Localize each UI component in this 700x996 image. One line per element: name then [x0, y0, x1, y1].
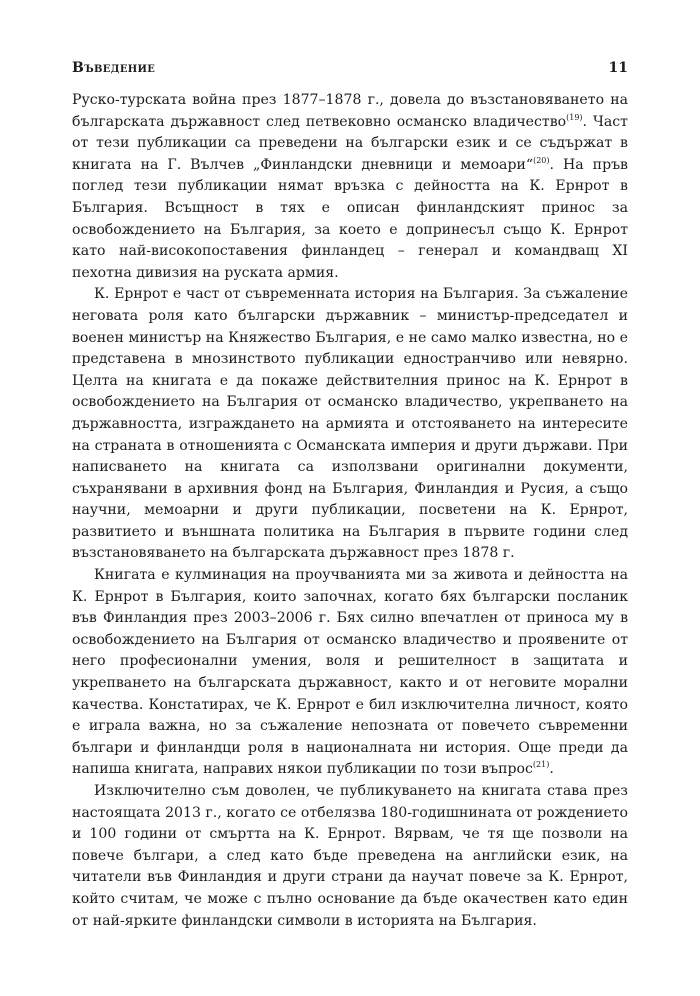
running-header [72, 60, 628, 90]
page-number: 11 [608, 60, 628, 76]
text-run: . Част от тези публикации са преведени на български език и се съдържат в книгата на Г. Вълчев „Финландски дневници и мемоари“ [72, 113, 628, 173]
paragraph [72, 284, 628, 565]
paragraph [72, 781, 628, 932]
text-run: Руско-турската война през 1877–1878 г., довела до възстановяването на българската държавност след петвековно османско владичество [72, 92, 628, 130]
text-run: . [549, 761, 554, 778]
body-text [72, 90, 628, 932]
section-title: Въведение [72, 60, 156, 76]
text-run: Книгата е кулминация на проучванията ми за живота и дейността на К. Ернрот в България, които започнах, когато бях български посланик във Финландия през 2003–2006 г. Бях силно впечатлен от приноса му в освобождението на България от османско владичество и проявените от него професионални умения, воля и решителност в защитата и укрепването на българската държавност, както и от неговите морални качества. Констатирах, че К. Ернрот е бил изключителна личност, която е играла важна, но за съжаление непозната от повечето съвременни българи и финландци роля в националната ни история. Още преди да напиша книгата, направих някои публикации по този въпрос [72, 567, 628, 778]
footnote-ref: (20) [533, 155, 550, 165]
footnote-ref: (19) [566, 112, 583, 122]
book-page [72, 60, 628, 960]
text-run: К. Ернрот е част от съвременната история на България. За съжаление неговата роля като български държавник – министър-председател и военен министър на Княжество България, е не само малко известна, но е представена в мнозинството публикации едностранчиво или невярно. Целта на книгата е да покаже действителния принос на К. Ернрот в освобождението на България от османско владичество, укрепването на държавността, изграждането на армията и отстояването на интересите на страната в отношенията с Османската империя и други държави. При написването на книгата са използвани оригинални документи, съхранявани в архивния фонд на България, Финландия и Русия, а също научни, мемоарни и други публикации, посветени на К. Ернрот, развитието и външната политика на България в първите години след възстановяването на българската държавност през 1878 г. [72, 286, 628, 562]
footnote-ref: (21) [532, 760, 550, 770]
text-run: Изключително съм доволен, че публикуването на книгата става през настоящата 2013 г., когато се отбелязва 180-годишнината от рождението и 100 години от смъртта на К. Ернрот. Вярвам, че тя ще позволи на повече българи, а след като бъде преведена на английски език, на читатели във Финландия и други страни да научат повече за К. Ернрот, който считам, че може с пълно основание да бъде окачествен като един от най-ярките финландски символи в историята на България. [72, 783, 628, 929]
text-run: . На пръв поглед тези публикации нямат връзка с дейността на К. Ернрот в България. Всъщност в тях е описан финландският принос за освобождението на България, за което е допринесъл също К. Ернрот като най-високопоставения финландец – генерал и командващ XI пехотна дивизия на руската армия. [72, 156, 628, 281]
paragraph [72, 565, 628, 781]
paragraph [72, 90, 628, 284]
